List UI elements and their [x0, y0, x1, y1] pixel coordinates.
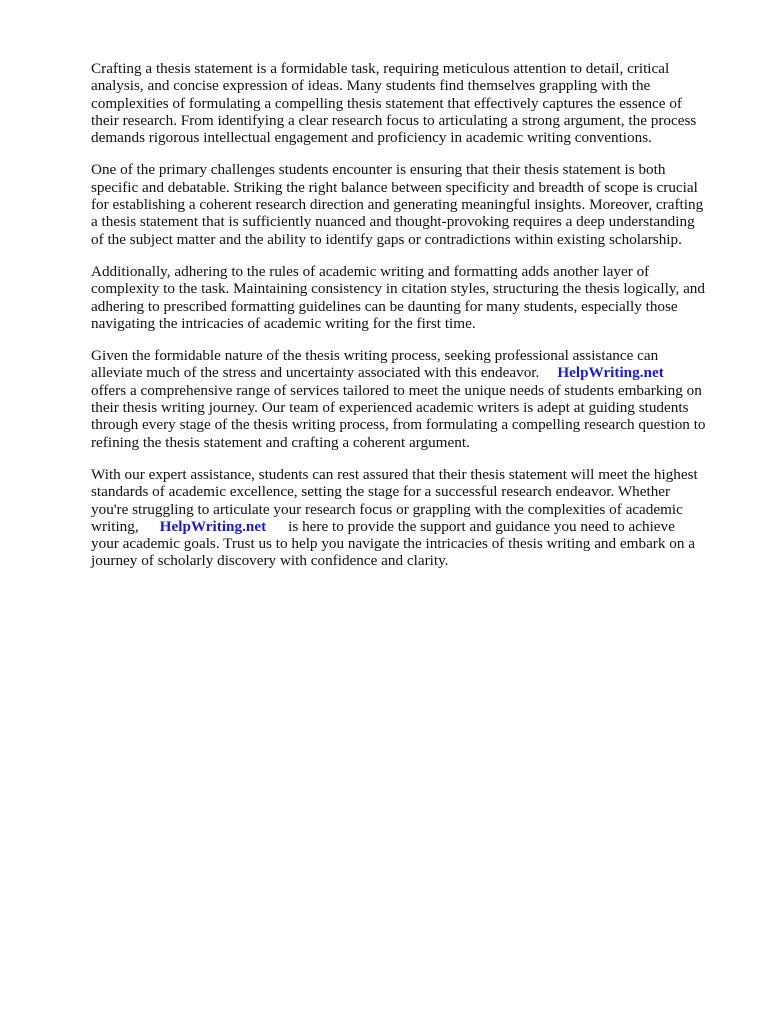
text-line: you're struggling to articulate your research focus or grappling with the complexities of academic [91, 500, 683, 518]
text-line: analysis, and concise expression of ideas. Many students find themselves grappling with the [91, 77, 651, 95]
text-line: offers a comprehensive range of services tailored to meet the unique needs of students embarking on [91, 381, 702, 399]
text-line: their research. From identifying a clear research focus to articulating a strong argument, the process [91, 111, 697, 129]
text-line: Additionally, adhering to the rules of academic writing and formatting adds another layer of [91, 262, 650, 280]
text-line: navigating the intricacies of academic writing for the first time. [91, 314, 476, 332]
text-segment: is here to provide the support and guidance you need to achieve [288, 517, 675, 535]
text-line: Crafting a thesis statement is a formidable task, requiring meticulous attention to detail, critical [91, 60, 670, 77]
text-line: demands rigorous intellectual engagement and proficiency in academic writing conventions. [91, 129, 652, 147]
paragraph-intro [91, 60, 727, 146]
text-line: With our expert assistance, students can rest assured that their thesis statement will meet the highest [91, 465, 698, 483]
text-line: adhering to prescribed formatting guidelines can be daunting for many students, especially those [91, 297, 678, 315]
text-line: One of the primary challenges students encounter is ensuring that their thesis statement is both [91, 161, 666, 179]
paragraph-challenges [91, 161, 727, 247]
text-line: a thesis statement that is sufficiently nuanced and thought-provoking requires a deep understanding [91, 213, 695, 231]
text-segment: alleviate much of the stress and uncertainty associated with this endeavor. [91, 364, 540, 382]
text-line: Given the formidable nature of the thesis writing process, seeking professional assistance can [91, 347, 659, 365]
helpwriting-link[interactable]: HelpWriting.net [557, 364, 664, 382]
paragraph-assistance [91, 347, 727, 451]
text-line: your academic goals. Trust us to help you navigate the intricacies of thesis writing and embark on a [91, 535, 695, 553]
text-line: their thesis writing journey. Our team of experienced academic writers is adept at guiding students [91, 399, 689, 417]
text-line: journey of scholarly discovery with confidence and clarity. [91, 552, 449, 570]
text-line [91, 518, 727, 535]
text-segment: writing, [91, 517, 139, 535]
helpwriting-link[interactable]: HelpWriting.net [159, 517, 267, 535]
document-page [91, 60, 727, 585]
text-line: for establishing a coherent research direction and generating meaningful insights. Moreover, crafting [91, 196, 704, 214]
text-line: complexity to the task. Maintaining consistency in citation styles, structuring the thesis logically, and [91, 280, 705, 298]
text-line: through every stage of the thesis writing process, from formulating a compelling research question to [91, 416, 706, 434]
text-line [91, 364, 727, 381]
text-line: specific and debatable. Striking the right balance between specificity and breadth of scope is crucial [91, 178, 698, 196]
text-line: standards of academic excellence, setting the stage for a successful research endeavor. Whether [91, 483, 671, 501]
text-line: refining the thesis statement and crafting a coherent argument. [91, 433, 470, 451]
paragraph-closing [91, 466, 727, 570]
paragraph-formatting [91, 263, 727, 332]
text-line: of the subject matter and the ability to identify gaps or contradictions within existing scholarship. [91, 230, 682, 248]
text-line: complexities of formulating a compelling thesis statement that effectively captures the essence of [91, 94, 682, 112]
